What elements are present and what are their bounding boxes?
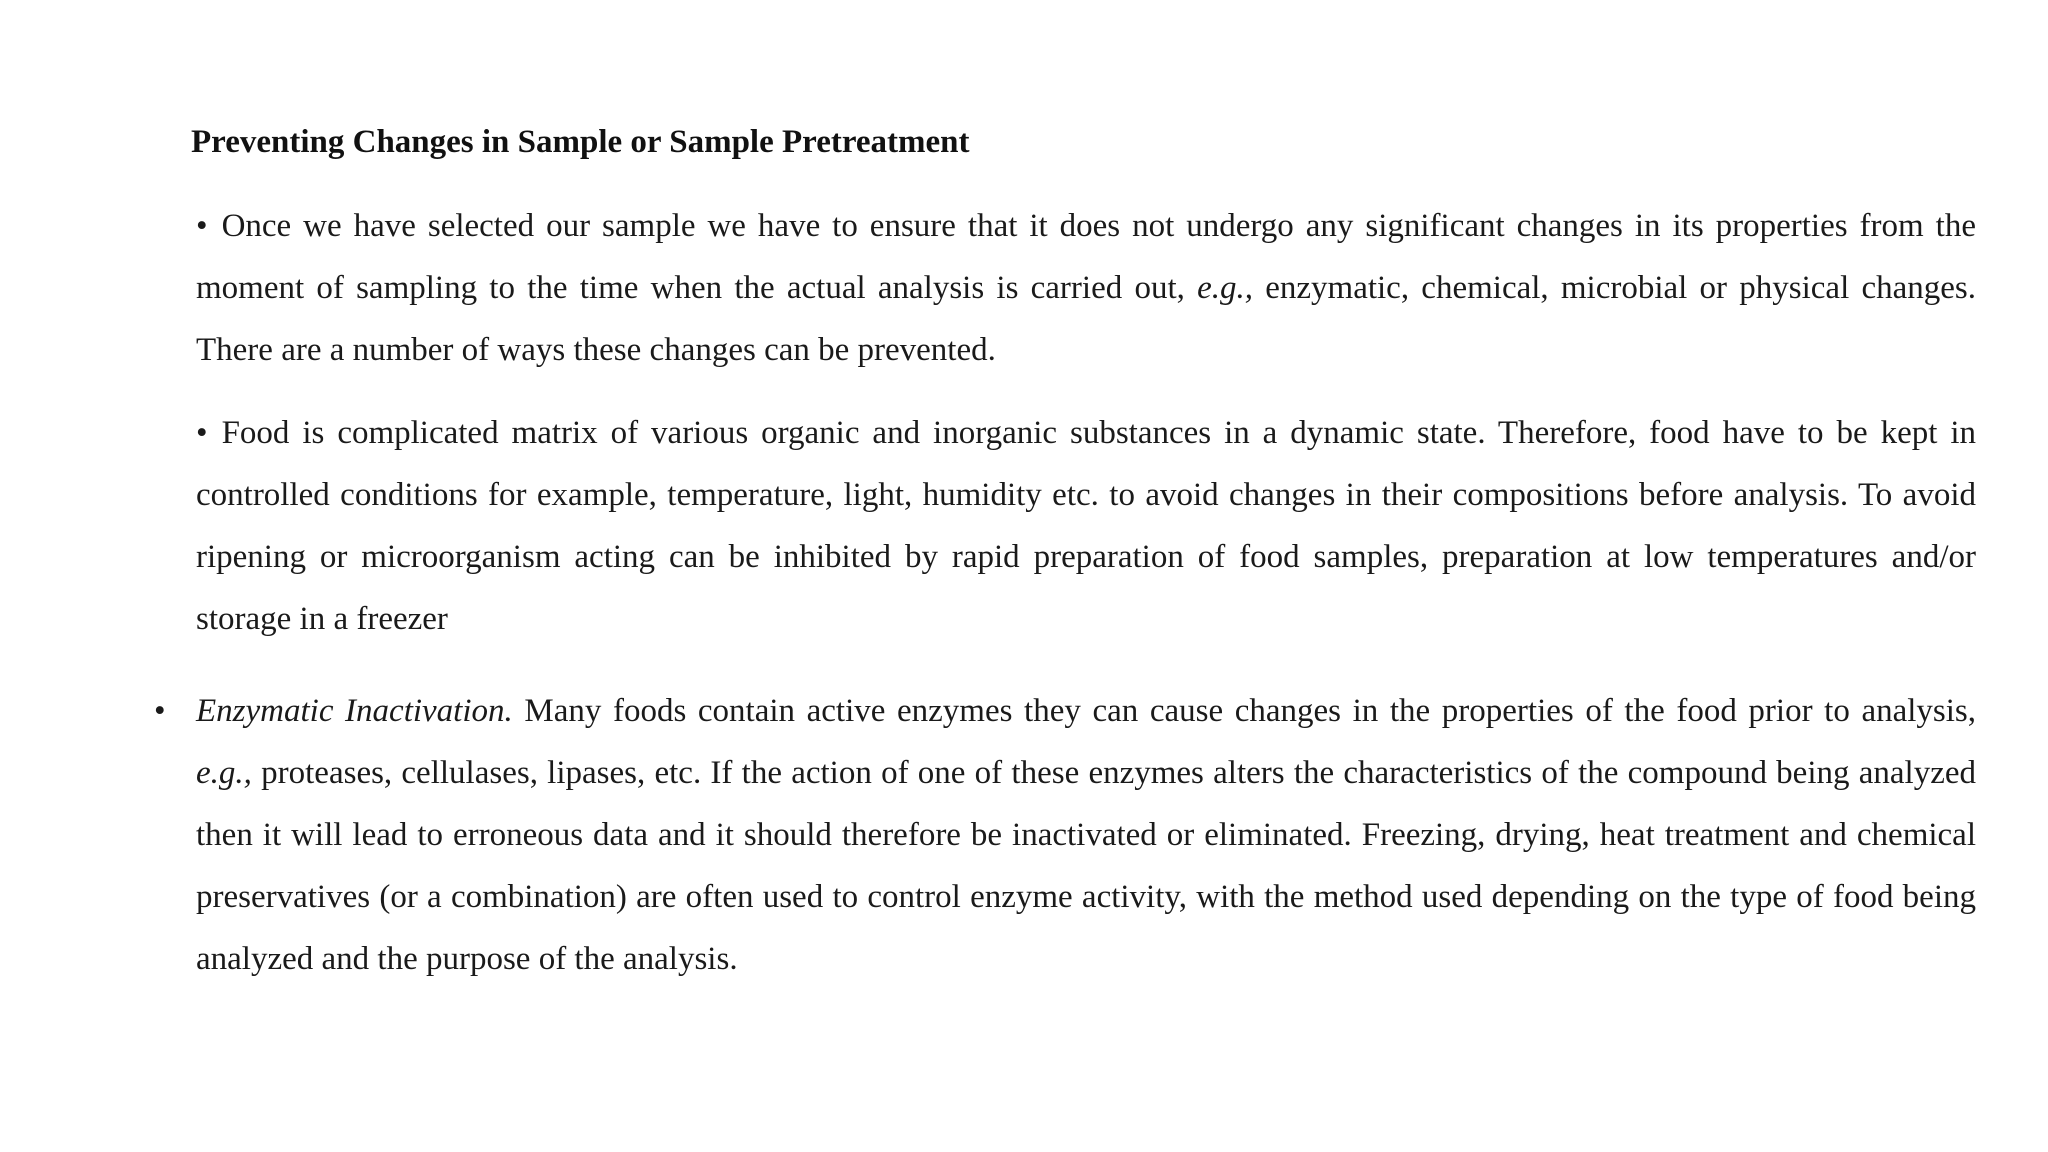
italic-eg: e.g., [1197, 270, 1254, 306]
paragraph-text: Food is complicated matrix of various organic and inorganic substances in a dynamic state. Therefore, food have to be kept in controlled conditions for example, temperature, light, humidity etc. to avoid changes in their compositions before analysis. To avoid ripening or microorganism acting can be inhibited by rapid preparation of food samples, preparation at low temperatures and/or storage in a freezer [196, 415, 1976, 637]
paragraph-text: Many foods contain active enzymes they can cause changes in the properties of the food prior to analysis, [512, 693, 1977, 729]
paragraph-text: enzymatic, chemical, microbial or physical changes. There are a number of ways these changes can be prevented. [196, 270, 1977, 368]
paragraph-text: Once we have selected our sample we have to ensure that it does not undergo any significant changes in its properties from the moment of sampling to the time when the actual analysis is carried out, [196, 208, 1976, 306]
paragraph-enzymatic-inactivation [196, 680, 1976, 990]
page-title: Preventing Changes in Sample or Sample Pretreatment [191, 124, 970, 160]
bullet-icon: • [154, 693, 166, 729]
paragraph-text: proteases, cellulases, lipases, etc. If the action of one of these enzymes alters the characteristics of the compound being analyzed then it will lead to erroneous data and it should therefore be inactivated or eliminated. Freezing, drying, heat treatment and chemical preservatives (or a combination) are often used to control enzyme activity, with the method used depending on the type of food being analyzed and the purpose of the analysis. [196, 755, 1976, 977]
paragraph-food-matrix [196, 402, 1976, 650]
italic-eg: e.g., [196, 755, 252, 791]
italic-lead: Enzymatic Inactivation. [196, 693, 513, 729]
paragraph-sample-changes [196, 195, 1976, 381]
bullet-icon: • [196, 415, 208, 451]
bullet-icon: • [196, 208, 208, 244]
